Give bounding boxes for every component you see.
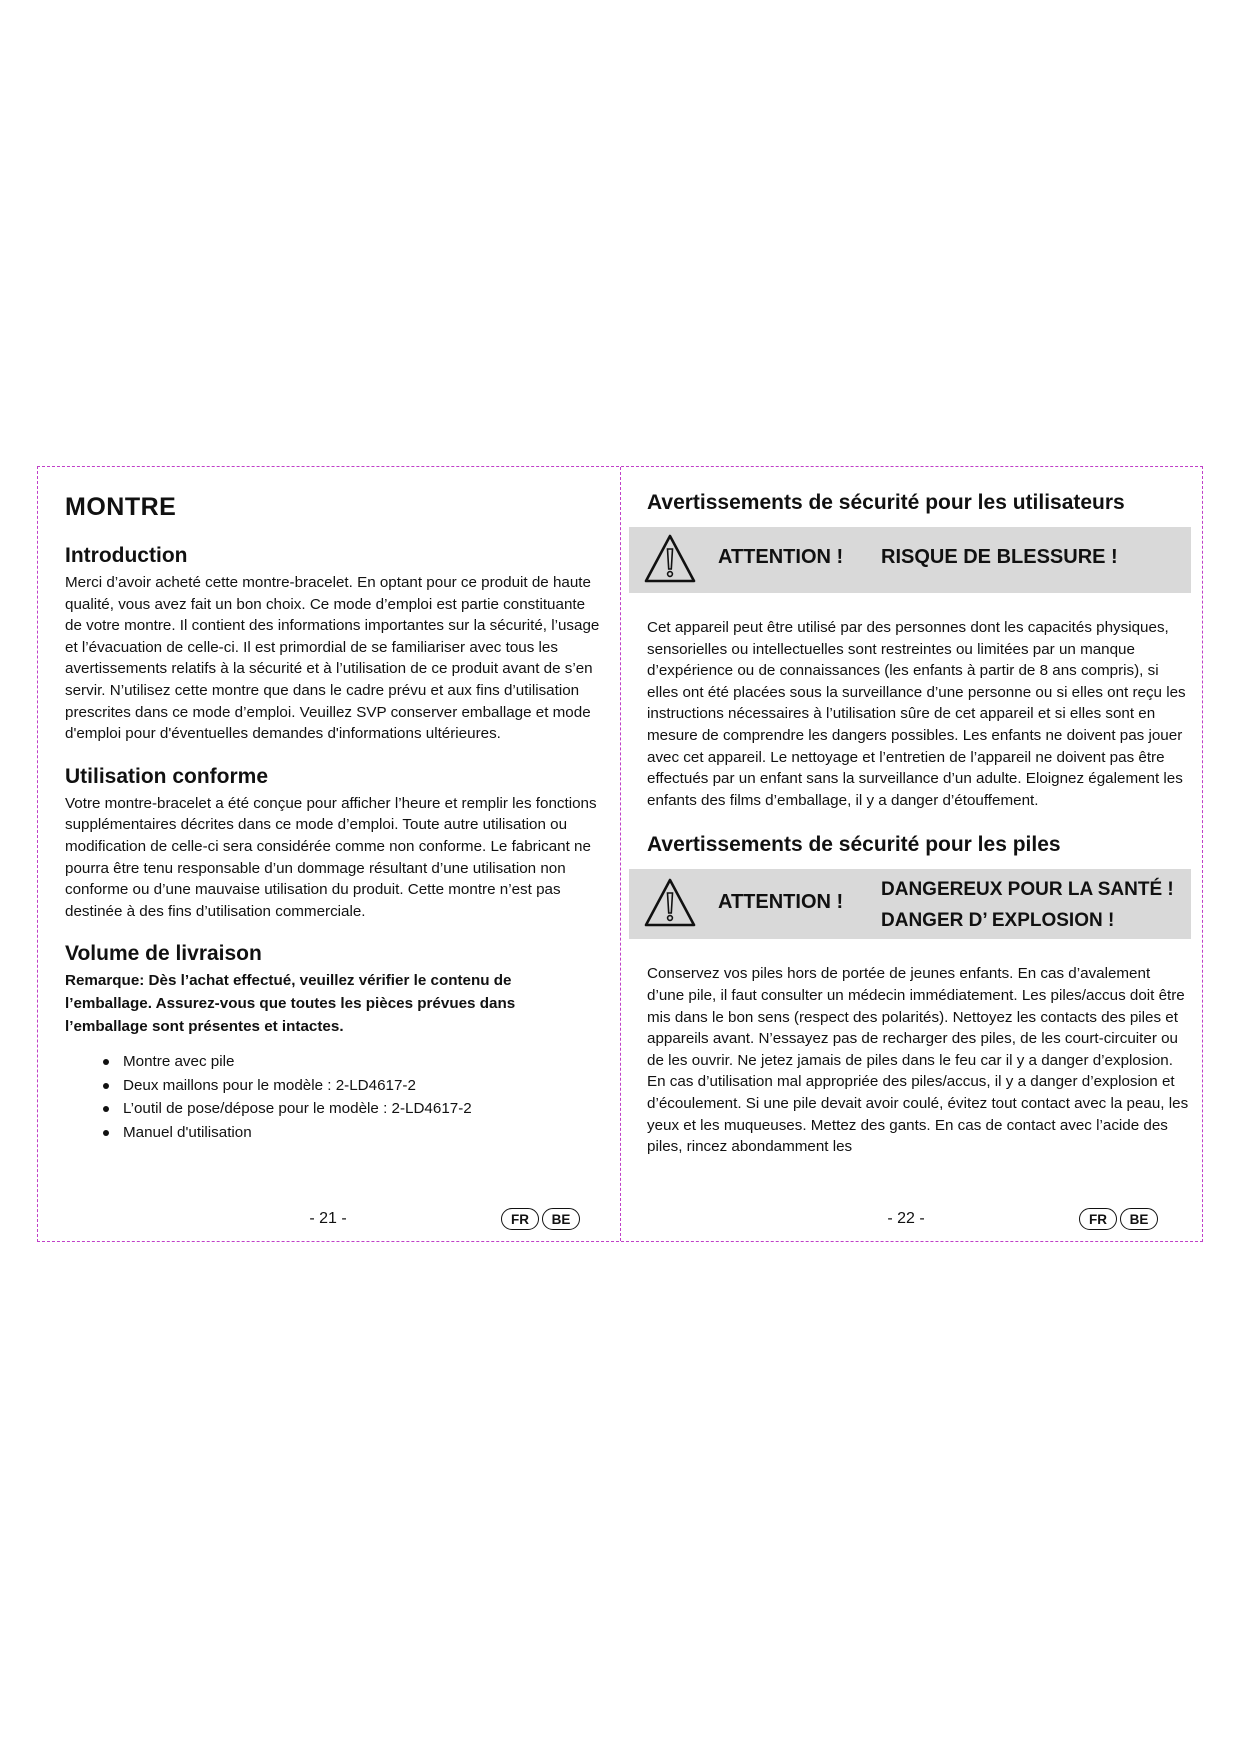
- delivery-list: [65, 1050, 602, 1144]
- health-danger-label: DANGEREUX POUR LA SANTÉ !: [881, 879, 1174, 901]
- left-page: [38, 467, 620, 1241]
- injury-risk-label: RISQUE DE BLESSURE !: [881, 546, 1118, 568]
- page-number: - 21 -: [309, 1210, 347, 1227]
- page-title: MONTRE: [65, 493, 177, 521]
- left-page-content: [65, 493, 602, 1144]
- usage-heading: Utilisation conforme: [65, 764, 269, 788]
- right-page-footer: [621, 1208, 1203, 1234]
- usage-text: Votre montre-bracelet a été conçue pour afficher l’heure et remplir les fonctions supplémentaires décrites dans ce mode d’emploi. Toute autre utilisation ou modification de celle-ci sera considérée comme non conforme. Le fabricant ne pourra être tenu responsable d’un dommage résultant d’une utilisation non conforme ou d’une mauvaise utilisation du produit. Cette montre n’est pas destinée à des fins d’utilisation commerciale.: [65, 794, 597, 920]
- country-badges: [1079, 1208, 1158, 1230]
- delivery-note: Remarque: Dès l’achat effectué, veuillez vérifier le contenu de l’emballage. Assurez-vous que toutes les pièces prévues dans l’emballage sont présentes et intactes.: [65, 972, 516, 1035]
- explosion-danger-label: DANGER D’ EXPLOSION !: [881, 910, 1115, 932]
- introduction-text: Merci d’avoir acheté cette montre-bracelet. En optant pour ce produit de haute qualité, vous avez fait un bon choix. Ce mode d’emploi est partie constituante de votre montre. Il contient des informations importantes sur la sécurité, l’usage et l’évacuation de celle-ci. Il est primordial de se familiariser avec tous les avertissements relatifs à la sécurité et à l’utilisation de ce produit avant de s’en servir. N’utilisez cette montre que dans le cadre prévu et aux fins d’utilisation prescrites dans ce mode d’emploi. Veuillez SVP conserver emballage et mode d'emploi pour d'éventuelles demandes d'informations ultérieures.: [65, 574, 600, 743]
- list-item: L’outil de pose/dépose pour le modèle : 2-LD4617-2: [103, 1097, 602, 1121]
- battery-safety-heading: Avertissements de sécurité pour les piles: [647, 833, 1061, 857]
- injury-warning-box: [629, 527, 1191, 593]
- list-item: Montre avec pile: [103, 1050, 602, 1074]
- badge-be: BE: [542, 1208, 580, 1230]
- right-page: [621, 467, 1203, 1241]
- badge-be: BE: [1120, 1208, 1158, 1230]
- warning-triangle-icon: [643, 877, 697, 929]
- delivery-heading: Volume de livraison: [65, 942, 262, 966]
- page-number: - 22 -: [887, 1210, 925, 1227]
- introduction-heading: Introduction: [65, 544, 188, 567]
- country-badges: [501, 1208, 580, 1230]
- attention-label: ATTENTION !: [718, 891, 844, 914]
- left-page-footer: [38, 1208, 620, 1234]
- user-safety-heading: Avertissements de sécurité pour les utilisateurs: [647, 491, 1125, 514]
- battery-warning-box: [629, 869, 1191, 939]
- list-item: Manuel d'utilisation: [103, 1121, 602, 1145]
- battery-safety-text: Conservez vos piles hors de portée de jeunes enfants. En cas d’avalement d’une pile, il faut consulter un médecin immédiatement. Les piles/accus doit être mis dans le bon sens (respect des polarités). Nettoyez les contacts des piles et appareils avant. N’essayez pas de recharger des piles, de les court-circuiter ou de les ouvrir. Ne jetez jamais de piles dans le feu car il y a danger d’explosion. En cas d’utilisation mal appropriée des piles/accus, il y a danger d’explosion et d’écoulement. Si une pile devait avoir coulé, évitez tout contact avec la peau, les yeux et les muqueuses. Mettez des gants. En cas de contact avec l’acide des piles, rincez abondamment les: [647, 965, 1189, 1156]
- battery-danger-labels: [881, 874, 1174, 936]
- right-page-content: [647, 493, 1189, 1158]
- attention-label: ATTENTION !: [718, 546, 844, 568]
- badge-fr: FR: [501, 1208, 539, 1230]
- list-item: Deux maillons pour le modèle : 2-LD4617-2: [103, 1074, 602, 1098]
- user-safety-text: Cet appareil peut être utilisé par des personnes dont les capacités physiques, sensorielles ou intellectuelles sont restreintes ou limitées par un manque d’expérience ou de connaissances (les enfants à partir de 8 ans compris), si elles ont été placées sous la surveillance d’une personne ou si elles ont reçu les instructions nécessaires à l’utilisation sûre de cet appareil et si elles sont en mesure de comprendre les dangers possibles. Les enfants ne doivent pas jouer avec cet appareil. Le nettoyage et l’entretien de l’appareil ne doivent pas être effectués par un enfant sans la surveillance d’un adulte. Eloignez également les enfants des films d’emballage, il y a danger d’étouffement.: [647, 619, 1186, 809]
- page-spread: [37, 466, 1203, 1242]
- warning-triangle-icon: [643, 533, 697, 585]
- badge-fr: FR: [1079, 1208, 1117, 1230]
